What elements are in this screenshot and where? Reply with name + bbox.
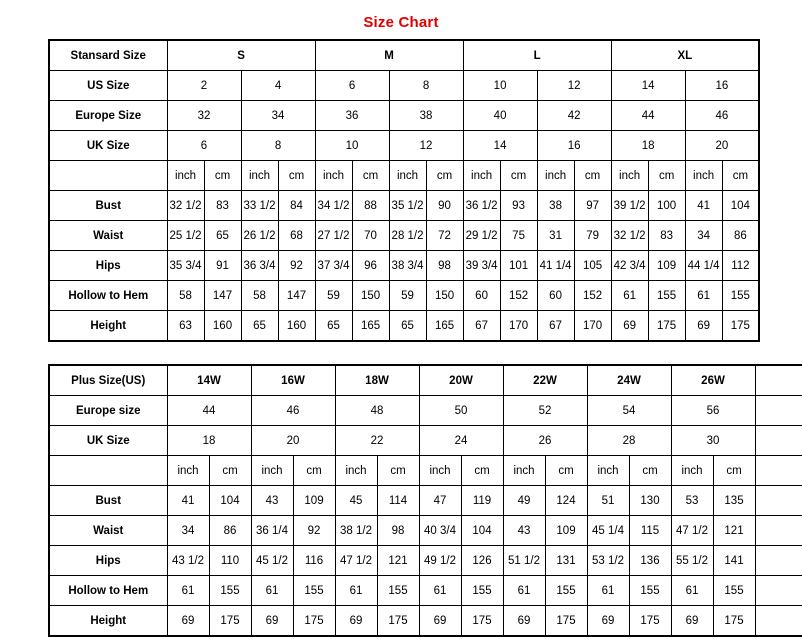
cell: 121 [713,516,755,546]
unit-cell: cm [629,456,671,486]
cell: 49 1/2 [419,546,461,576]
table-row-group-header [49,40,759,71]
cell: 101 [500,251,537,281]
cell: 41 [167,486,209,516]
cell: 60 [463,281,500,311]
cell: 165 [426,311,463,342]
cell: 32 [167,101,241,131]
cell: 18 [167,426,251,456]
cell: 32 1/2 [611,221,648,251]
cell: 98 [377,516,419,546]
cell: 6 [167,131,241,161]
cell: 141 [713,546,755,576]
cell: 61 [419,576,461,606]
table-row-units [49,456,802,486]
cell: 45 [335,486,377,516]
page-title: Size Chart [363,14,439,31]
cell: 160 [204,311,241,342]
cell: 55 1/2 [671,546,713,576]
unit-cell: cm [209,456,251,486]
row-label-waist: Waist [49,221,167,251]
unit-cell: inch [537,161,574,191]
cell: 60 [537,281,574,311]
cell: 10 [463,71,537,101]
cell: 12 [389,131,463,161]
cell: 61 [685,281,722,311]
cell: 155 [461,576,503,606]
row-label-uk-size: UK Size [49,131,167,161]
unit-cell: inch [685,161,722,191]
cell: 14 [611,71,685,101]
unit-row-blank [49,456,167,486]
table-row-group-header [49,365,802,396]
cell: 131 [545,546,587,576]
cell: 51 [587,486,629,516]
cell: 150 [426,281,463,311]
cell: 90 [426,191,463,221]
cell: 20 [685,131,759,161]
cell: 175 [713,606,755,637]
cell: 45 1/4 [587,516,629,546]
cell: 69 [503,606,545,637]
group-header-m: M [315,40,463,71]
cell: 24 [419,426,503,456]
cell: 93 [500,191,537,221]
cell: 175 [648,311,685,342]
cell: 47 [419,486,461,516]
group-header-s: S [167,40,315,71]
cell: 65 [315,311,352,342]
cell: 69 [587,606,629,637]
cell: 69 [671,606,713,637]
cell: 155 [629,576,671,606]
cell: 65 [389,311,426,342]
cell: 86 [209,516,251,546]
cell: 155 [722,281,759,311]
table-row [49,191,759,221]
empty-cell [755,456,802,486]
cell: 47 1/2 [671,516,713,546]
table-row [49,576,802,606]
cell: 27 1/2 [315,221,352,251]
cell: 119 [461,486,503,516]
table-row [49,426,802,456]
cell: 46 [251,396,335,426]
cell: 83 [204,191,241,221]
unit-cell: cm [713,456,755,486]
unit-cell: inch [463,161,500,191]
cell: 69 [419,606,461,637]
cell: 155 [377,576,419,606]
cell: 92 [293,516,335,546]
cell: 37 3/4 [315,251,352,281]
cell: 135 [713,486,755,516]
cell: 98 [426,251,463,281]
table-row [49,71,759,101]
plus-size-chart-container [0,364,802,637]
row-label-europe-size: Europe size [49,396,167,426]
empty-cell [755,426,802,456]
cell: 61 [671,576,713,606]
empty-cell [755,606,802,637]
cell: 44 1/4 [685,251,722,281]
row-label-hollow-to-hem: Hollow to Hem [49,281,167,311]
cell: 72 [426,221,463,251]
cell: 160 [278,311,315,342]
cell: 147 [204,281,241,311]
cell: 155 [293,576,335,606]
cell: 69 [611,311,648,342]
unit-cell: cm [352,161,389,191]
table-row [49,281,759,311]
table-row [49,101,759,131]
empty-cell [755,396,802,426]
cell: 34 [241,101,315,131]
row-label-us-size: US Size [49,71,167,101]
unit-cell: inch [167,456,209,486]
cell: 41 1/4 [537,251,574,281]
unit-cell: inch [241,161,278,191]
empty-cell [755,365,802,396]
cell: 105 [574,251,611,281]
table-row [49,251,759,281]
cell: 20 [251,426,335,456]
unit-row-blank [49,161,167,191]
group-header-24w: 24W [587,365,671,396]
cell: 175 [545,606,587,637]
cell: 18 [611,131,685,161]
cell: 130 [629,486,671,516]
empty-cell [755,516,802,546]
cell: 38 [537,191,574,221]
cell: 28 [587,426,671,456]
cell: 175 [377,606,419,637]
cell: 109 [545,516,587,546]
unit-cell: cm [722,161,759,191]
cell: 38 3/4 [389,251,426,281]
cell: 83 [648,221,685,251]
table-row [49,486,802,516]
cell: 47 1/2 [335,546,377,576]
unit-cell: inch [671,456,713,486]
group-header-xl: XL [611,40,759,71]
cell: 61 [503,576,545,606]
cell: 51 1/2 [503,546,545,576]
cell: 104 [209,486,251,516]
plus-size-corner-label: Plus Size(US) [49,365,167,396]
table-row [49,311,759,342]
cell: 39 1/2 [611,191,648,221]
unit-cell: inch [315,161,352,191]
cell: 35 1/2 [389,191,426,221]
group-header-18w: 18W [335,365,419,396]
cell: 41 [685,191,722,221]
row-label-height: Height [49,311,167,342]
cell: 152 [500,281,537,311]
cell: 136 [629,546,671,576]
cell: 53 1/2 [587,546,629,576]
cell: 36 3/4 [241,251,278,281]
cell: 43 [503,516,545,546]
unit-cell: inch [167,161,204,191]
cell: 33 1/2 [241,191,278,221]
cell: 155 [209,576,251,606]
cell: 46 [685,101,759,131]
table-spacer [0,342,802,364]
cell: 175 [209,606,251,637]
cell: 91 [204,251,241,281]
cell: 2 [167,71,241,101]
cell: 8 [389,71,463,101]
cell: 34 1/2 [315,191,352,221]
cell: 63 [167,311,204,342]
cell: 38 1/2 [335,516,377,546]
group-header-22w: 22W [503,365,587,396]
row-label-bust: Bust [49,191,167,221]
cell: 8 [241,131,315,161]
cell: 170 [500,311,537,342]
row-label-europe-size: Europe Size [49,101,167,131]
unit-cell: cm [293,456,335,486]
unit-cell: inch [389,161,426,191]
cell: 116 [293,546,335,576]
plus-size-table [48,364,802,637]
cell: 109 [648,251,685,281]
standard-size-chart-container [0,39,802,342]
table-row [49,221,759,251]
cell: 155 [648,281,685,311]
cell: 97 [574,191,611,221]
cell: 150 [352,281,389,311]
cell: 14 [463,131,537,161]
cell: 61 [167,576,209,606]
cell: 29 1/2 [463,221,500,251]
cell: 49 [503,486,545,516]
table-row [49,606,802,637]
row-label-height: Height [49,606,167,637]
cell: 40 [463,101,537,131]
row-label-bust: Bust [49,486,167,516]
cell: 39 3/4 [463,251,500,281]
cell: 59 [315,281,352,311]
cell: 84 [278,191,315,221]
cell: 52 [503,396,587,426]
cell: 109 [293,486,335,516]
cell: 104 [461,516,503,546]
cell: 43 [251,486,293,516]
unit-cell: cm [204,161,241,191]
cell: 69 [685,311,722,342]
cell: 79 [574,221,611,251]
cell: 40 3/4 [419,516,461,546]
cell: 42 3/4 [611,251,648,281]
unit-cell: inch [587,456,629,486]
cell: 16 [537,131,611,161]
table-row [49,131,759,161]
cell: 68 [278,221,315,251]
cell: 110 [209,546,251,576]
cell: 4 [241,71,315,101]
cell: 175 [629,606,671,637]
unit-cell: inch [503,456,545,486]
group-header-14w: 14W [167,365,251,396]
cell: 61 [611,281,648,311]
table-row [49,516,802,546]
cell: 22 [335,426,419,456]
cell: 35 3/4 [167,251,204,281]
cell: 42 [537,101,611,131]
cell: 48 [335,396,419,426]
cell: 32 1/2 [167,191,204,221]
cell: 70 [352,221,389,251]
unit-cell: cm [648,161,685,191]
table-row [49,546,802,576]
cell: 65 [204,221,241,251]
empty-cell [755,486,802,516]
cell: 147 [278,281,315,311]
cell: 34 [685,221,722,251]
cell: 10 [315,131,389,161]
cell: 44 [611,101,685,131]
cell: 67 [463,311,500,342]
unit-cell: cm [574,161,611,191]
cell: 67 [537,311,574,342]
cell: 92 [278,251,315,281]
empty-cell [755,546,802,576]
cell: 115 [629,516,671,546]
cell: 61 [587,576,629,606]
cell: 170 [574,311,611,342]
cell: 175 [722,311,759,342]
cell: 58 [167,281,204,311]
cell: 16 [685,71,759,101]
cell: 96 [352,251,389,281]
cell: 54 [587,396,671,426]
cell: 26 [503,426,587,456]
cell: 114 [377,486,419,516]
unit-cell: cm [377,456,419,486]
cell: 36 [315,101,389,131]
cell: 175 [461,606,503,637]
cell: 6 [315,71,389,101]
cell: 69 [335,606,377,637]
cell: 155 [713,576,755,606]
cell: 112 [722,251,759,281]
cell: 86 [722,221,759,251]
cell: 175 [293,606,335,637]
cell: 56 [671,396,755,426]
cell: 38 [389,101,463,131]
cell: 58 [241,281,278,311]
cell: 50 [419,396,503,426]
unit-cell: inch [611,161,648,191]
row-label-hips: Hips [49,251,167,281]
cell: 26 1/2 [241,221,278,251]
standard-size-table [48,39,760,342]
cell: 28 1/2 [389,221,426,251]
unit-cell: inch [335,456,377,486]
unit-cell: cm [426,161,463,191]
unit-cell: cm [500,161,537,191]
cell: 25 1/2 [167,221,204,251]
cell: 75 [500,221,537,251]
cell: 65 [241,311,278,342]
row-label-hips: Hips [49,546,167,576]
group-header-l: L [463,40,611,71]
table-row-units [49,161,759,191]
cell: 61 [335,576,377,606]
group-header-16w: 16W [251,365,335,396]
row-label-uk-size: UK Size [49,426,167,456]
cell: 126 [461,546,503,576]
cell: 104 [722,191,759,221]
cell: 124 [545,486,587,516]
cell: 43 1/2 [167,546,209,576]
table-row [49,396,802,426]
cell: 165 [352,311,389,342]
cell: 152 [574,281,611,311]
unit-cell: cm [461,456,503,486]
cell: 44 [167,396,251,426]
cell: 121 [377,546,419,576]
group-header-20w: 20W [419,365,503,396]
cell: 61 [251,576,293,606]
cell: 34 [167,516,209,546]
cell: 53 [671,486,713,516]
unit-cell: cm [278,161,315,191]
unit-cell: inch [419,456,461,486]
row-label-waist: Waist [49,516,167,546]
cell: 31 [537,221,574,251]
cell: 12 [537,71,611,101]
unit-cell: cm [545,456,587,486]
group-header-26w: 26W [671,365,755,396]
unit-cell: inch [251,456,293,486]
cell: 88 [352,191,389,221]
cell: 69 [167,606,209,637]
cell: 30 [671,426,755,456]
cell: 36 1/4 [251,516,293,546]
cell: 45 1/2 [251,546,293,576]
empty-cell [755,576,802,606]
cell: 100 [648,191,685,221]
standard-size-corner-label: Stansard Size [49,40,167,71]
row-label-hollow-to-hem: Hollow to Hem [49,576,167,606]
cell: 69 [251,606,293,637]
cell: 36 1/2 [463,191,500,221]
cell: 59 [389,281,426,311]
cell: 155 [545,576,587,606]
